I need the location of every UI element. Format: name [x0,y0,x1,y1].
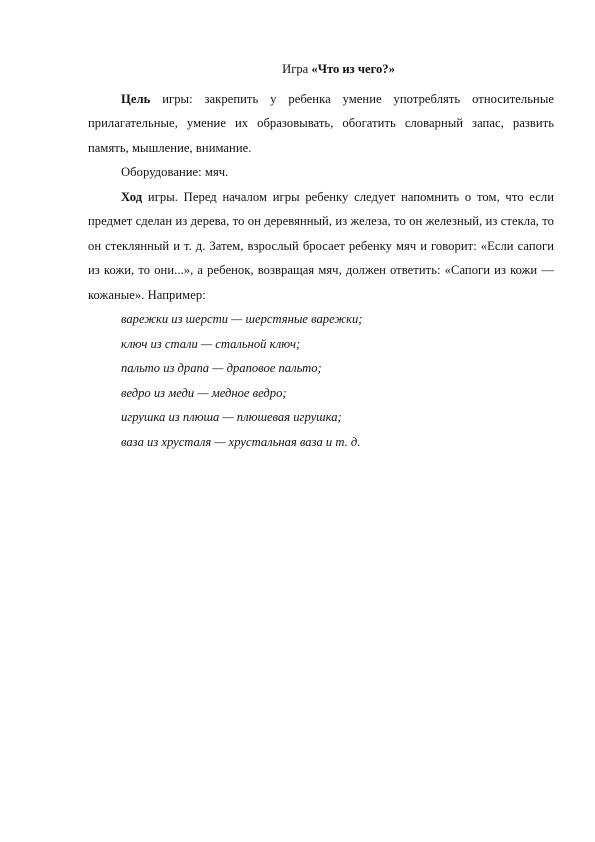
goal-lead: Цель [121,91,151,106]
example-item: ваза из хрусталя — хрустальная ваза и т. д. [121,434,361,449]
example-item: ведро из меди — медное ведро; [121,385,287,400]
document-title [88,57,554,82]
example-item: ключ из стали — стальной ключ; [121,336,301,351]
process-text: игры. Перед началом игры ребенку следует напомнить о том, что если предмет сделан из дерева, то он деревянный, из железа, то он железный, из стекла, то он стеклянный и т. д. Затем, взрослый бросает ребенку мяч и говорит: «Если сапоги из кожи, то они...», а ребенок, возвращая мяч, должен ответить: «Сапоги из кожи — кожаные». Например: [88,189,554,302]
process-lead: Ход [121,189,143,204]
title-main: «Что из чего?» [311,62,395,76]
equipment-paragraph: Оборудование: мяч. [121,165,229,179]
example-item: пальто из драпа — драповое пальто; [121,361,322,375]
examples-list [88,307,554,454]
process-paragraph [88,185,554,308]
title-prefix: Игра [282,62,312,76]
example-item: игрушка из плюша — плюшевая игрушка; [121,410,342,424]
goal-text: игры: закрепить у ребенка умение употреблять относительные прилагательные, умение их образовывать, обогатить словарный запас, развить память, мышление, внимание. [88,91,554,155]
goal-paragraph [88,87,554,161]
document-body [88,57,554,454]
example-item: варежки из шерсти — шерстяные варежки; [121,312,363,326]
